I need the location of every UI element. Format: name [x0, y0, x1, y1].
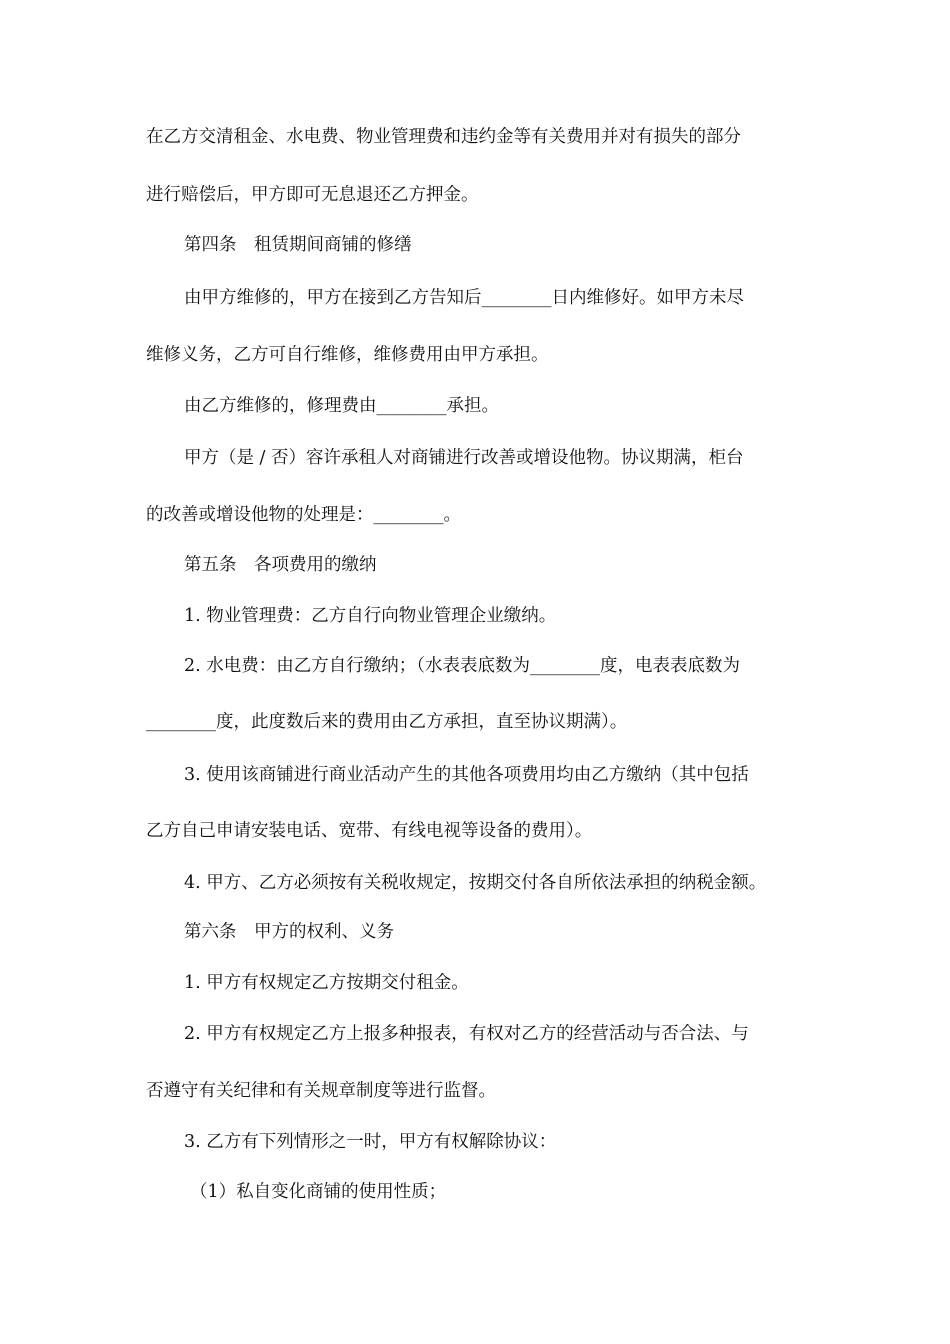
list-item: 2. 甲方有权规定乙方上报多种报表，有权对乙方的经营活动与否合法、与 [184, 1024, 749, 1044]
paragraph-line: 由甲方维修的，甲方在接到乙方告知后________日内维修好。如甲方未尽 [184, 288, 744, 308]
list-item: 1. 甲方有权规定乙方按期交付租金。 [184, 973, 469, 993]
article-heading: 第五条 各项费用的缴纳 [184, 555, 377, 575]
paragraph-line: 在乙方交清租金、水电费、物业管理费和违约金等有关费用并对有损失的部分 [146, 127, 741, 147]
paragraph-line: 维修义务，乙方可自行维修，维修费用由甲方承担。 [146, 345, 549, 365]
paragraph-line: 否遵守有关纪律和有关规章制度等进行监督。 [146, 1081, 496, 1101]
list-item: 2. 水电费：由乙方自行缴纳；（水表表底数为________度，电表表底数为 [184, 656, 741, 676]
paragraph-line: 由乙方维修的，修理费由________承担。 [184, 396, 499, 416]
paragraph-line: ________度，此度数后来的费用由乙方承担，直至协议期满）。 [146, 712, 628, 732]
list-item: （1）私自变化商铺的使用性质； [190, 1182, 447, 1202]
paragraph-line: 的改善或增设他物的处理是：________。 [146, 505, 461, 525]
list-item: 4. 甲方、乙方必须按有关税收规定，按期交付各自所依法承担的纳税金额。 [184, 873, 767, 893]
paragraph-line: 甲方（是 / 否）容许承租人对商铺进行改善或增设他物。协议期满，柜台 [184, 448, 744, 468]
list-item: 3. 乙方有下列情形之一时，甲方有权解除协议： [184, 1132, 557, 1152]
paragraph-line: 乙方自己申请安装电话、宽带、有线电视等设备的费用）。 [146, 821, 593, 841]
article-heading: 第四条 租赁期间商铺的修缮 [184, 235, 412, 255]
list-item: 1. 物业管理费：乙方自行向物业管理企业缴纳。 [184, 606, 557, 626]
list-item: 3. 使用该商铺进行商业活动产生的其他各项费用均由乙方缴纳（其中包括 [184, 765, 749, 785]
article-heading: 第六条 甲方的权利、义务 [184, 922, 394, 942]
paragraph-line: 进行赔偿后，甲方即可无息退还乙方押金。 [146, 185, 479, 205]
